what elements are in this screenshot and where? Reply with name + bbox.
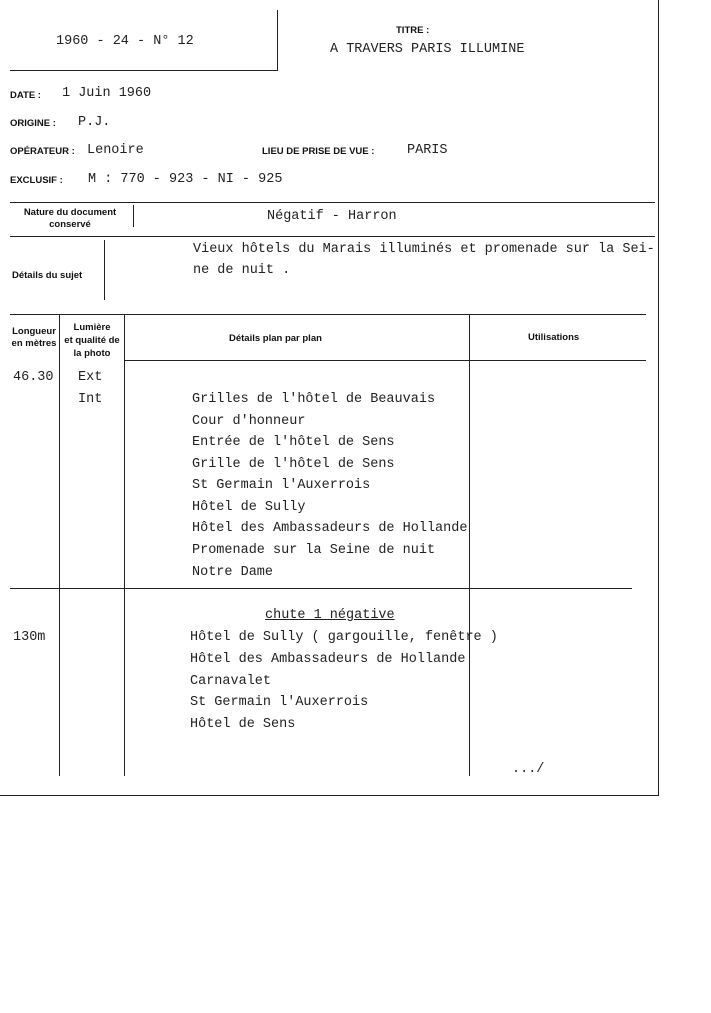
header-divider bbox=[277, 10, 278, 70]
header-longueur bbox=[10, 326, 58, 350]
header-longueur-line2: en mètres bbox=[11, 338, 57, 349]
details-sujet-line2: ne de nuit . bbox=[193, 263, 291, 278]
plan-row: Hôtel des Ambassadeurs de Hollande bbox=[190, 652, 466, 667]
plan-row: Cour d'honneur bbox=[192, 414, 306, 429]
lieu-label: LIEU DE PRISE DE VUE : bbox=[262, 146, 375, 157]
exclusif-value: M : 770 - 923 - NI - 925 bbox=[88, 172, 283, 187]
origine-value: P.J. bbox=[78, 115, 111, 130]
plan-row: Grilles de l'hôtel de Beauvais bbox=[192, 392, 436, 407]
header-lumiere bbox=[60, 321, 124, 360]
plan-row: Promenade sur la Seine de nuit bbox=[192, 543, 436, 558]
plan-row: Hôtel de Sens bbox=[190, 717, 296, 732]
exclusif-label: EXCLUSIF : bbox=[10, 175, 63, 186]
page-right-edge bbox=[658, 0, 659, 796]
details-sujet-label: Détails du sujet bbox=[12, 270, 83, 281]
section-separator-rule bbox=[10, 588, 632, 589]
page-bottom-rule bbox=[0, 795, 659, 796]
date-value: 1 Juin 1960 bbox=[62, 86, 152, 101]
plan-row: St Germain l'Auxerrois bbox=[192, 478, 371, 493]
nature-bracket bbox=[133, 205, 134, 227]
details-sujet-line1: Vieux hôtels du Marais illuminés et promenade sur la Sei- bbox=[193, 242, 655, 257]
table-col-divider-1 bbox=[59, 314, 60, 776]
section1-lumiere-ext: Ext bbox=[78, 370, 103, 385]
header-bottom-rule bbox=[10, 70, 278, 71]
nature-label bbox=[10, 207, 130, 231]
plan-row: Grille de l'hôtel de Sens bbox=[192, 457, 395, 472]
date-label: DATE : bbox=[10, 90, 41, 101]
header-lumiere-line1: Lumière bbox=[73, 322, 111, 333]
details-sujet-bracket bbox=[104, 240, 105, 300]
title-label: TITRE : bbox=[396, 25, 430, 36]
header-utilisations: Utilisations bbox=[528, 332, 580, 343]
operateur-value: Lenoire bbox=[87, 143, 144, 158]
plan-row: Carnavalet bbox=[190, 674, 272, 689]
plan-row: Hôtel de Sully bbox=[192, 500, 306, 515]
nature-bottom-rule bbox=[10, 236, 655, 237]
plan-row: Entrée de l'hôtel de Sens bbox=[192, 435, 395, 450]
header-lumiere-line2: et qualité de bbox=[64, 335, 120, 346]
table-top-rule bbox=[10, 314, 646, 315]
header-longueur-line1: Longueur bbox=[12, 326, 56, 337]
section1-longueur: 46.30 bbox=[13, 370, 54, 385]
section2-longueur: 130m bbox=[13, 630, 46, 645]
table-col-divider-3 bbox=[469, 314, 470, 776]
document-title: A TRAVERS PARIS ILLUMINE bbox=[330, 42, 525, 57]
nature-top-rule bbox=[10, 202, 655, 203]
section2-heading: chute 1 négative bbox=[265, 608, 395, 623]
nature-label-line2: conservé bbox=[49, 219, 91, 230]
plan-row: Hôtel de Sully ( gargouille, fenêtre ) bbox=[190, 630, 498, 645]
origine-label: ORIGINE : bbox=[10, 118, 56, 129]
operateur-label: OPÉRATEUR : bbox=[10, 146, 75, 157]
section1-lumiere-int: Int bbox=[78, 392, 103, 407]
plan-row: St Germain l'Auxerrois bbox=[190, 695, 369, 710]
plan-row: Notre Dame bbox=[192, 565, 274, 580]
header-lumiere-line3: la photo bbox=[73, 348, 111, 359]
nature-label-line1: Nature du document bbox=[23, 207, 117, 218]
continuation-mark: .../ bbox=[512, 762, 545, 777]
lieu-value: PARIS bbox=[407, 143, 448, 158]
table-header-rule bbox=[124, 360, 646, 361]
plan-row: Hôtel des Ambassadeurs de Hollande bbox=[192, 521, 468, 536]
table-col-divider-2 bbox=[124, 314, 125, 776]
nature-value: Négatif - Harron bbox=[267, 209, 397, 224]
header-details: Détails plan par plan bbox=[229, 333, 322, 344]
document-reference: 1960 - 24 - N° 12 bbox=[56, 34, 194, 49]
